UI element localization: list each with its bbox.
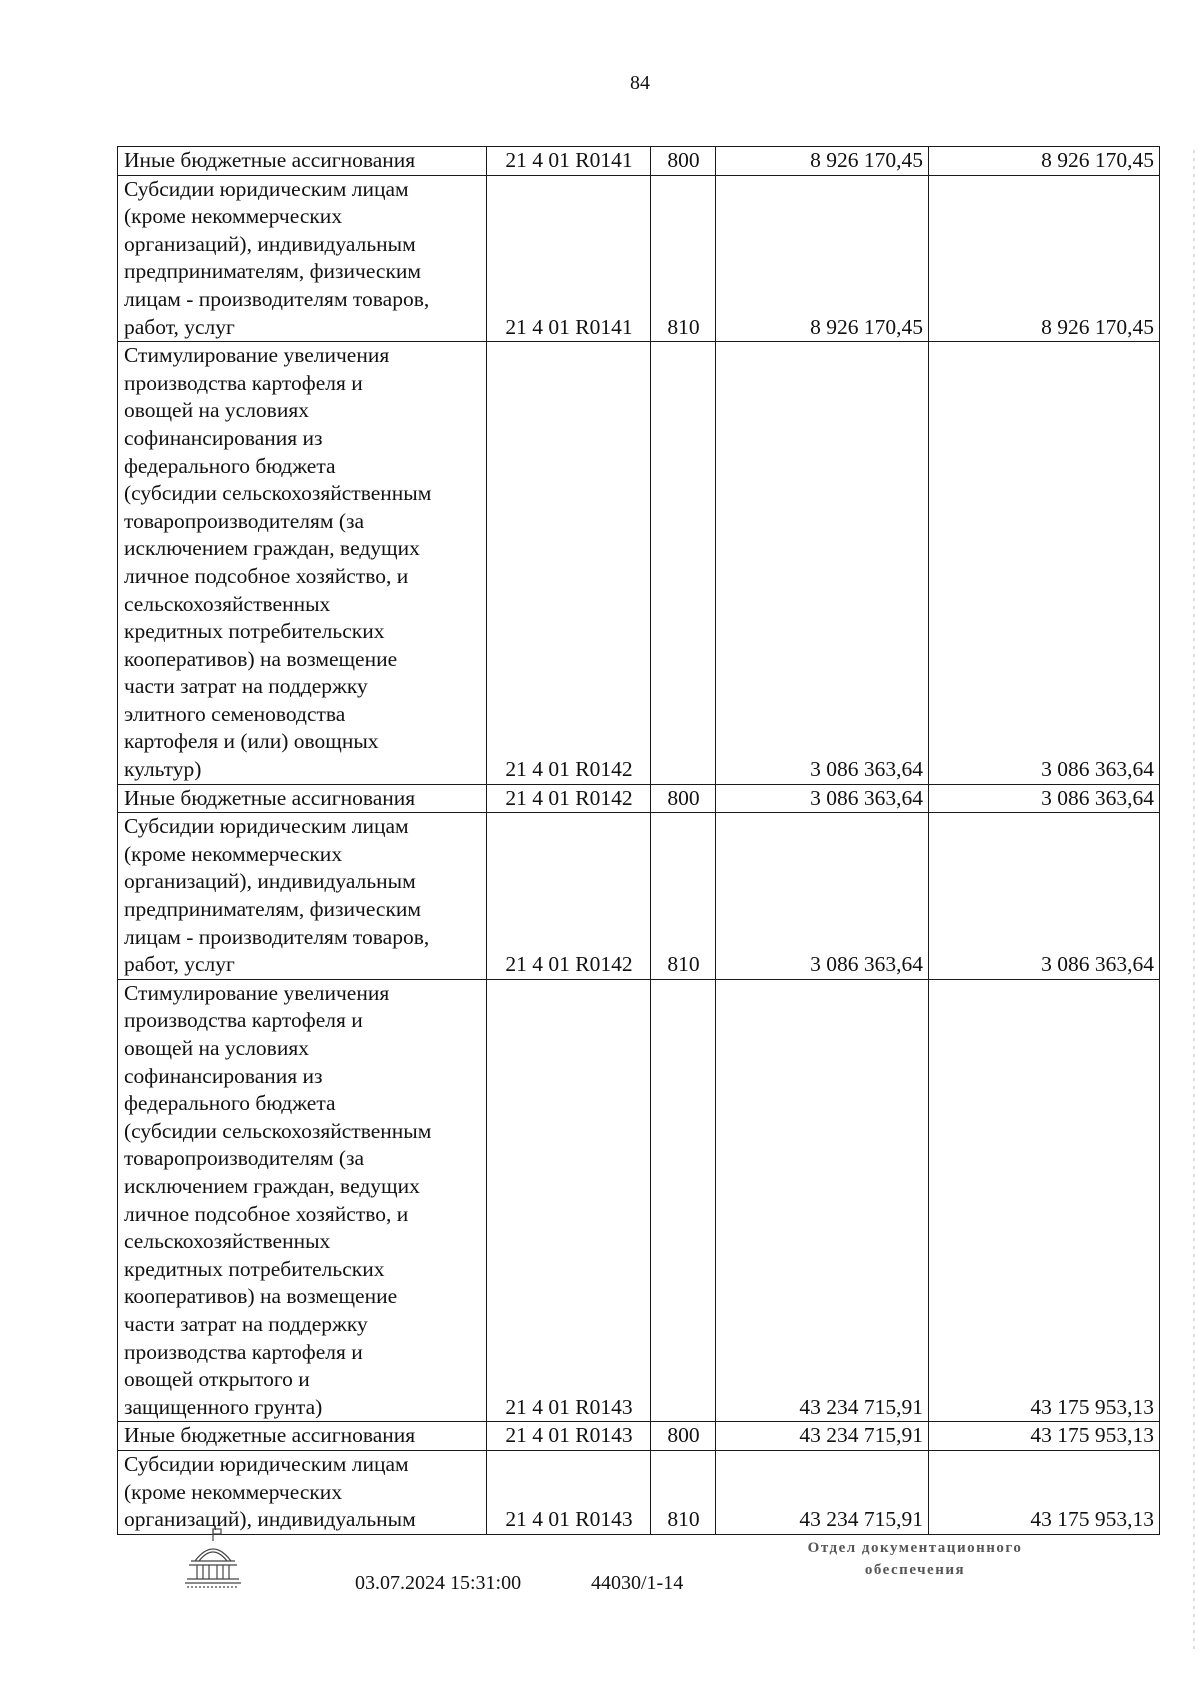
expense-name-line: Стимулирование увеличения (124, 343, 390, 368)
amount-year-1-cell: 43 234 715,91 (716, 1450, 929, 1534)
expense-name-cell (118, 979, 487, 1422)
expense-name-line: сельскохозяйственных (124, 1229, 331, 1254)
expense-name-cell (118, 784, 487, 813)
expense-name-line: Иные бюджетные ассигнования (124, 148, 416, 172)
expense-name-line: производства картофеля и (124, 370, 363, 395)
expense-name-line: Субсидии юридическим лицам (124, 176, 409, 201)
expense-name-line: кредитных потребительских (124, 619, 385, 644)
expense-name-line: личное подсобное хозяйство, и (124, 1201, 409, 1226)
target-article-code-cell: 21 4 01 R0141 (487, 147, 651, 176)
expense-name-line: кредитных потребительских (124, 1256, 385, 1281)
target-article-code-cell: 21 4 01 R0142 (487, 813, 651, 980)
amount-year-1-cell: 3 086 363,64 (716, 342, 929, 785)
expense-name-line: Субсидии юридическим лицам (124, 1451, 409, 1476)
expense-name-line: кооперативов) на возмещение (124, 646, 398, 671)
expense-name-line: лицам - производителям товаров, (124, 286, 430, 311)
expense-name-line: производства картофеля и (124, 1339, 363, 1364)
expense-name-line: (кроме некоммерческих (124, 204, 343, 229)
expense-name-line: части затрат на поддержку (124, 674, 368, 699)
department-stamp-line: обеспечения (864, 1562, 966, 1578)
expense-name-cell (118, 1450, 487, 1534)
amount-year-2-cell: 8 926 170,45 (929, 175, 1160, 342)
expense-name-line: софинансирования из (124, 425, 323, 450)
expense-name-line: производства картофеля и (124, 1008, 363, 1033)
expense-name-line: овощей открытого и (124, 1367, 310, 1392)
expense-name-line: элитного семеноводства (124, 701, 346, 726)
amount-year-1-cell: 3 086 363,64 (716, 813, 929, 980)
expense-name-line: защищенного грунта) (124, 1394, 323, 1419)
expense-name-line: Иные бюджетные ассигнования (124, 1423, 416, 1448)
expense-name-cell (118, 813, 487, 980)
expense-name-line: работ, услуг (124, 952, 235, 977)
expense-name-line: предпринимателям, физическим (124, 897, 422, 922)
amount-year-1-cell: 43 234 715,91 (716, 1422, 929, 1451)
expense-name-line: предпринимателям, физическим (124, 259, 422, 284)
expense-name-line: организаций), индивидуальным (124, 1507, 416, 1532)
expense-name-cell (118, 147, 487, 176)
target-article-code-cell: 21 4 01 R0143 (487, 1422, 651, 1451)
table-row (118, 175, 1160, 342)
table-row (118, 784, 1160, 813)
expense-name-cell (118, 175, 487, 342)
scan-edge-mark (1192, 150, 1196, 1650)
target-article-code-cell: 21 4 01 R0142 (487, 784, 651, 813)
expense-name-line: исключением граждан, ведущих (124, 536, 420, 561)
target-article-code-cell: 21 4 01 R0143 (487, 979, 651, 1422)
expense-name-line: (кроме некоммерческих (124, 1479, 343, 1504)
expense-type-cell: 800 (651, 784, 716, 813)
expense-name-line: федерального бюджета (124, 1091, 336, 1116)
expense-name-cell (118, 342, 487, 785)
expense-name-line: организаций), индивидуальным (124, 869, 416, 894)
expense-name-line: кооперативов) на возмещение (124, 1284, 398, 1309)
amount-year-2-cell: 3 086 363,64 (929, 813, 1160, 980)
parliament-building-logo-icon (183, 1527, 243, 1591)
expense-name-line: культур) (124, 757, 202, 782)
department-stamp-line: Отдел документационного (807, 1540, 1023, 1556)
expense-name-line: федерального бюджета (124, 453, 336, 478)
expense-name-line: картофеля и (или) овощных (124, 729, 379, 754)
amount-year-2-cell: 3 086 363,64 (929, 784, 1160, 813)
expense-name-line: исключением граждан, ведущих (124, 1173, 420, 1198)
expense-name-line: (субсидии сельскохозяйственным (124, 1118, 432, 1143)
amount-year-2-cell: 43 175 953,13 (929, 979, 1160, 1422)
expense-type-cell: 810 (651, 813, 716, 980)
registration-number: 44030/1-14 (591, 1572, 684, 1594)
expense-type-cell: 810 (651, 1450, 716, 1534)
expense-name-line: (субсидии сельскохозяйственным (124, 481, 432, 506)
amount-year-2-cell: 3 086 363,64 (929, 342, 1160, 785)
expense-type-cell (651, 979, 716, 1422)
budget-table (117, 146, 1160, 1535)
expense-name-line: овощей на условиях (124, 1036, 309, 1060)
expense-name-line: (кроме некоммерческих (124, 841, 343, 866)
target-article-code-cell: 21 4 01 R0143 (487, 1450, 651, 1534)
amount-year-2-cell: 43 175 953,13 (929, 1450, 1160, 1534)
expense-type-cell: 800 (651, 147, 716, 176)
expense-name-line: части затрат на поддержку (124, 1311, 368, 1336)
amount-year-1-cell: 8 926 170,45 (716, 147, 929, 176)
expense-name-line: товаропроизводителям (за (124, 508, 365, 533)
page-number: 84 (630, 72, 650, 94)
expense-name-line: софинансирования из (124, 1063, 323, 1088)
table-row (118, 979, 1160, 1422)
table-row (118, 813, 1160, 980)
target-article-code-cell: 21 4 01 R0142 (487, 342, 651, 785)
expense-name-line: организаций), индивидуальным (124, 231, 416, 256)
expense-name-line: Стимулирование увеличения (124, 980, 390, 1005)
registration-date: 03.07.2024 15:31:00 (355, 1572, 522, 1594)
expense-name-line: овощей на условиях (124, 398, 309, 423)
expense-name-line: Субсидии юридическим лицам (124, 814, 409, 839)
table-row (118, 1422, 1160, 1451)
expense-name-line: личное подсобное хозяйство, и (124, 563, 409, 588)
amount-year-1-cell: 43 234 715,91 (716, 979, 929, 1422)
department-stamp (770, 1537, 1060, 1581)
expense-name-line: товаропроизводителям (за (124, 1146, 365, 1171)
expense-name-line: лицам - производителям товаров, (124, 924, 430, 949)
expense-name-cell (118, 1422, 487, 1451)
budget-table-body (118, 147, 1160, 1535)
table-row (118, 147, 1160, 176)
table-row (118, 342, 1160, 785)
amount-year-2-cell: 43 175 953,13 (929, 1422, 1160, 1451)
amount-year-2-cell: 8 926 170,45 (929, 147, 1160, 176)
expense-name-line: Иные бюджетные ассигнования (124, 785, 416, 810)
target-article-code-cell: 21 4 01 R0141 (487, 175, 651, 342)
amount-year-1-cell: 8 926 170,45 (716, 175, 929, 342)
expense-name-line: сельскохозяйственных (124, 591, 331, 616)
expense-type-cell: 810 (651, 175, 716, 342)
expense-type-cell: 800 (651, 1422, 716, 1451)
amount-year-1-cell: 3 086 363,64 (716, 784, 929, 813)
expense-type-cell (651, 342, 716, 785)
table-row (118, 1450, 1160, 1534)
expense-name-line: работ, услуг (124, 314, 235, 339)
